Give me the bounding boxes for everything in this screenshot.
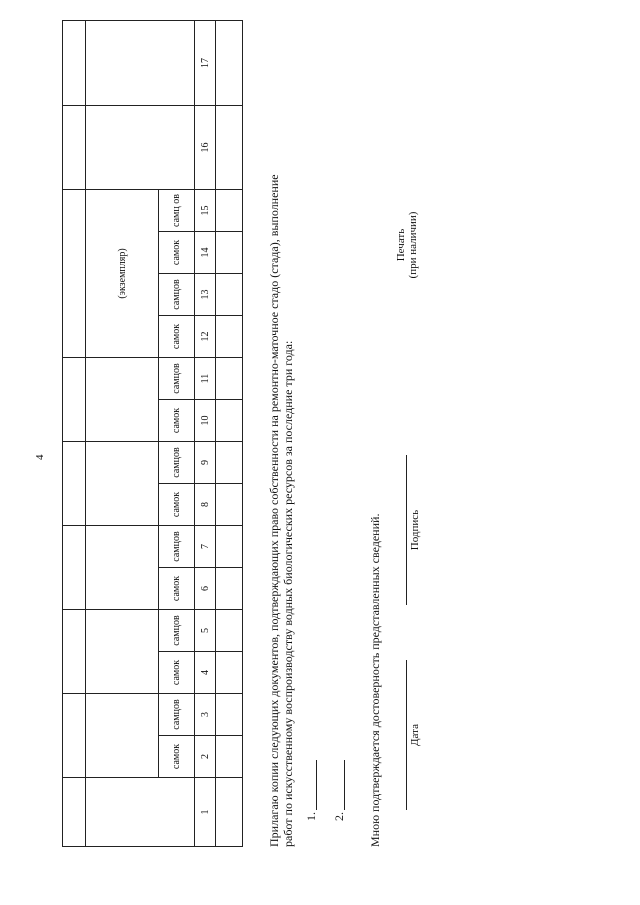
page-number: 4 bbox=[34, 454, 46, 460]
data-cell[interactable] bbox=[216, 190, 243, 232]
column-number: 6 bbox=[195, 568, 216, 610]
table-header-cell bbox=[63, 442, 86, 526]
table-header-cell bbox=[63, 21, 86, 106]
stamp-label: Печать bbox=[395, 228, 407, 262]
data-cell[interactable] bbox=[216, 526, 243, 568]
table-header-cell bbox=[63, 778, 86, 847]
subheader-cell: самок bbox=[159, 736, 195, 778]
table-header-cell bbox=[86, 21, 195, 106]
list-item-2-number: 2. bbox=[332, 812, 346, 821]
subheader-cell: самок bbox=[159, 232, 195, 274]
list-item-1-number: 1. bbox=[304, 812, 318, 821]
data-cell[interactable] bbox=[216, 21, 243, 106]
data-cell[interactable] bbox=[216, 232, 243, 274]
table-header-cell bbox=[63, 610, 86, 694]
table-header-cell bbox=[86, 610, 159, 694]
subheader-cell: самцов bbox=[159, 358, 195, 400]
date-label: Дата bbox=[409, 724, 421, 746]
column-number: 11 bbox=[195, 358, 216, 400]
column-number: 8 bbox=[195, 484, 216, 526]
table-header-cell bbox=[63, 358, 86, 442]
column-number: 10 bbox=[195, 400, 216, 442]
data-cell[interactable] bbox=[216, 736, 243, 778]
column-number: 12 bbox=[195, 316, 216, 358]
subheader-cell: самцов bbox=[159, 694, 195, 736]
subheader-cell: самок bbox=[159, 568, 195, 610]
subheader-cell: самц ов bbox=[159, 190, 195, 232]
signature-label: Подпись bbox=[409, 509, 421, 551]
data-cell[interactable] bbox=[216, 568, 243, 610]
subheader-cell: самок bbox=[159, 652, 195, 694]
data-cell[interactable] bbox=[216, 274, 243, 316]
confirmation-text: Мною подтверждается достоверность представленных сведений. bbox=[368, 513, 382, 847]
data-cell[interactable] bbox=[216, 442, 243, 484]
signature-line[interactable] bbox=[405, 455, 407, 605]
table-header-cell bbox=[86, 694, 159, 778]
data-cell[interactable] bbox=[216, 484, 243, 526]
subheader-cell: самцов bbox=[159, 610, 195, 652]
data-cell[interactable] bbox=[216, 652, 243, 694]
data-cell[interactable] bbox=[216, 778, 243, 847]
data-cell[interactable] bbox=[216, 400, 243, 442]
column-number: 14 bbox=[195, 232, 216, 274]
table-header-cell bbox=[86, 442, 159, 526]
column-number: 15 bbox=[195, 190, 216, 232]
table-header-cell bbox=[63, 106, 86, 190]
subheader-cell: самцов bbox=[159, 526, 195, 568]
subheader-cell: самок bbox=[159, 400, 195, 442]
list-item-1-line[interactable] bbox=[315, 760, 317, 810]
paragraph-line-1: Прилагаю копии следующих документов, подтверждающих право собственности на ремонтно-маточное стадо (стада), выполнение bbox=[267, 174, 281, 847]
subheader-cell: самок bbox=[159, 316, 195, 358]
column-number: 9 bbox=[195, 442, 216, 484]
data-cell[interactable] bbox=[216, 106, 243, 190]
table-header-cell bbox=[86, 526, 159, 610]
column-number: 16 bbox=[195, 106, 216, 190]
column-number: 1 bbox=[195, 778, 216, 847]
date-line[interactable] bbox=[405, 660, 407, 810]
table-header-cell bbox=[63, 694, 86, 778]
column-number: 13 bbox=[195, 274, 216, 316]
subheader-cell: самцов bbox=[159, 274, 195, 316]
data-cell[interactable] bbox=[216, 694, 243, 736]
column-number: 7 bbox=[195, 526, 216, 568]
subheader-cell: самок bbox=[159, 484, 195, 526]
data-cell[interactable] bbox=[216, 316, 243, 358]
subheader-cell: самцов bbox=[159, 442, 195, 484]
column-number: 17 bbox=[195, 21, 216, 106]
stamp-note: (при наличии) bbox=[407, 211, 419, 279]
column-number: 5 bbox=[195, 610, 216, 652]
list-item-2-line[interactable] bbox=[343, 760, 345, 810]
column-number: 4 bbox=[195, 652, 216, 694]
data-cell[interactable] bbox=[216, 610, 243, 652]
table-header-cell bbox=[63, 526, 86, 610]
column-number: 3 bbox=[195, 694, 216, 736]
table-header-cell bbox=[86, 358, 159, 442]
data-table bbox=[62, 20, 243, 847]
table-header-cell bbox=[63, 190, 86, 358]
exemplar-label: (экземпляр) bbox=[86, 190, 159, 358]
column-number: 2 bbox=[195, 736, 216, 778]
table-header-cell bbox=[86, 778, 195, 847]
table-header-cell bbox=[86, 106, 195, 190]
paragraph-line-2: работ по искусственному воспроизводству водных биологических ресурсов за последние три года: bbox=[281, 340, 295, 847]
data-cell[interactable] bbox=[216, 358, 243, 400]
